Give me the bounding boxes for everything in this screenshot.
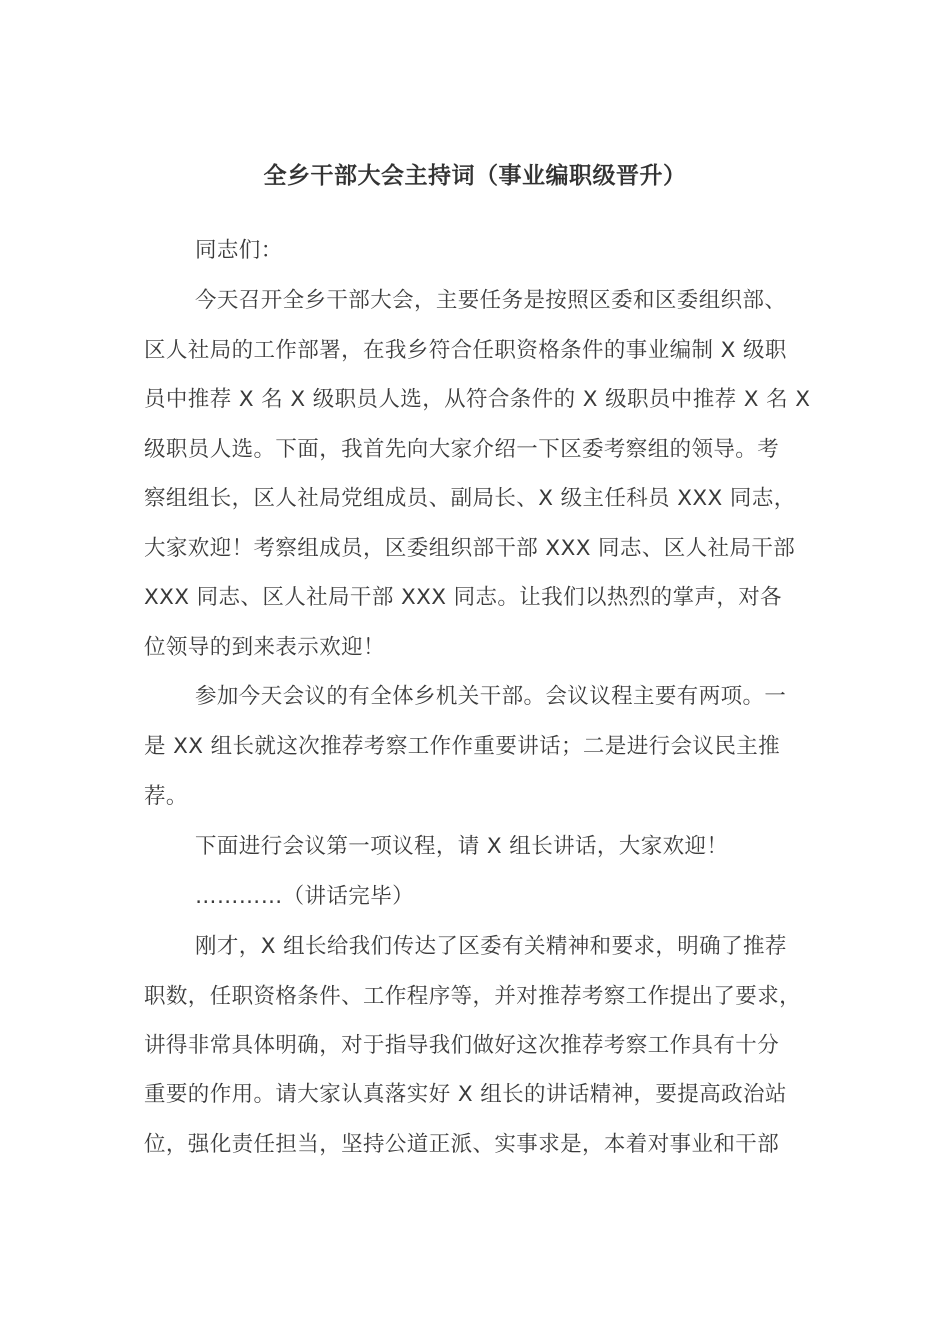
paragraph-line: 察组组长，区人社局党组成员、副局长、X 级主任科员 XXX 同志， [144, 486, 796, 511]
paragraph-line: 员中推荐 X 名 X 级职员人选，从符合条件的 X 级职员中推荐 X 名 X [144, 387, 811, 412]
greeting-line: 同志们： [195, 238, 283, 263]
paragraph-line: XXX 同志、区人社局干部 XXX 同志。让我们以热烈的掌声，对各 [144, 585, 783, 610]
paragraph-line: …………（讲话完毕） [195, 884, 415, 909]
paragraph-line: 职数，任职资格条件、工作程序等，并对推荐考察工作提出了要求， [144, 984, 802, 1009]
paragraph-line: 区人社局的工作部署，在我乡符合任职资格条件的事业编制 X 级职 [144, 338, 787, 363]
paragraph-line: 参加今天会议的有全体乡机关干部。会议议程主要有两项。一 [195, 684, 787, 709]
paragraph-line: 刚才，X 组长给我们传达了区委有关精神和要求，明确了推荐 [195, 934, 787, 959]
paragraph-line: 重要的作用。请大家认真落实好 X 组长的讲话精神，要提高政治站 [144, 1082, 787, 1107]
paragraph-line: 荐。 [144, 784, 188, 809]
paragraph-line: 级职员人选。下面，我首先向大家介绍一下区委考察组的领导。考 [144, 437, 780, 462]
paragraph-line: 位，强化责任担当，坚持公道正派、实事求是，本着对事业和干部 [144, 1132, 780, 1157]
paragraph-line: 位领导的到来表示欢迎！ [144, 635, 385, 660]
paragraph-line: 下面进行会议第一项议程，请 X 组长讲话，大家欢迎！ [195, 834, 729, 859]
paragraph-line: 是 XX 组长就这次推荐考察工作作重要讲话；二是进行会议民主推 [144, 734, 781, 759]
document-title: 全乡干部大会主持词（事业编职级晋升） [263, 163, 687, 189]
paragraph-line: 大家欢迎！考察组成员，区委组织部干部 XXX 同志、区人社局干部 [144, 536, 796, 561]
paragraph-line: 今天召开全乡干部大会，主要任务是按照区委和区委组织部、 [195, 288, 787, 313]
paragraph-line: 讲得非常具体明确，对于指导我们做好这次推荐考察工作具有十分 [144, 1033, 780, 1058]
